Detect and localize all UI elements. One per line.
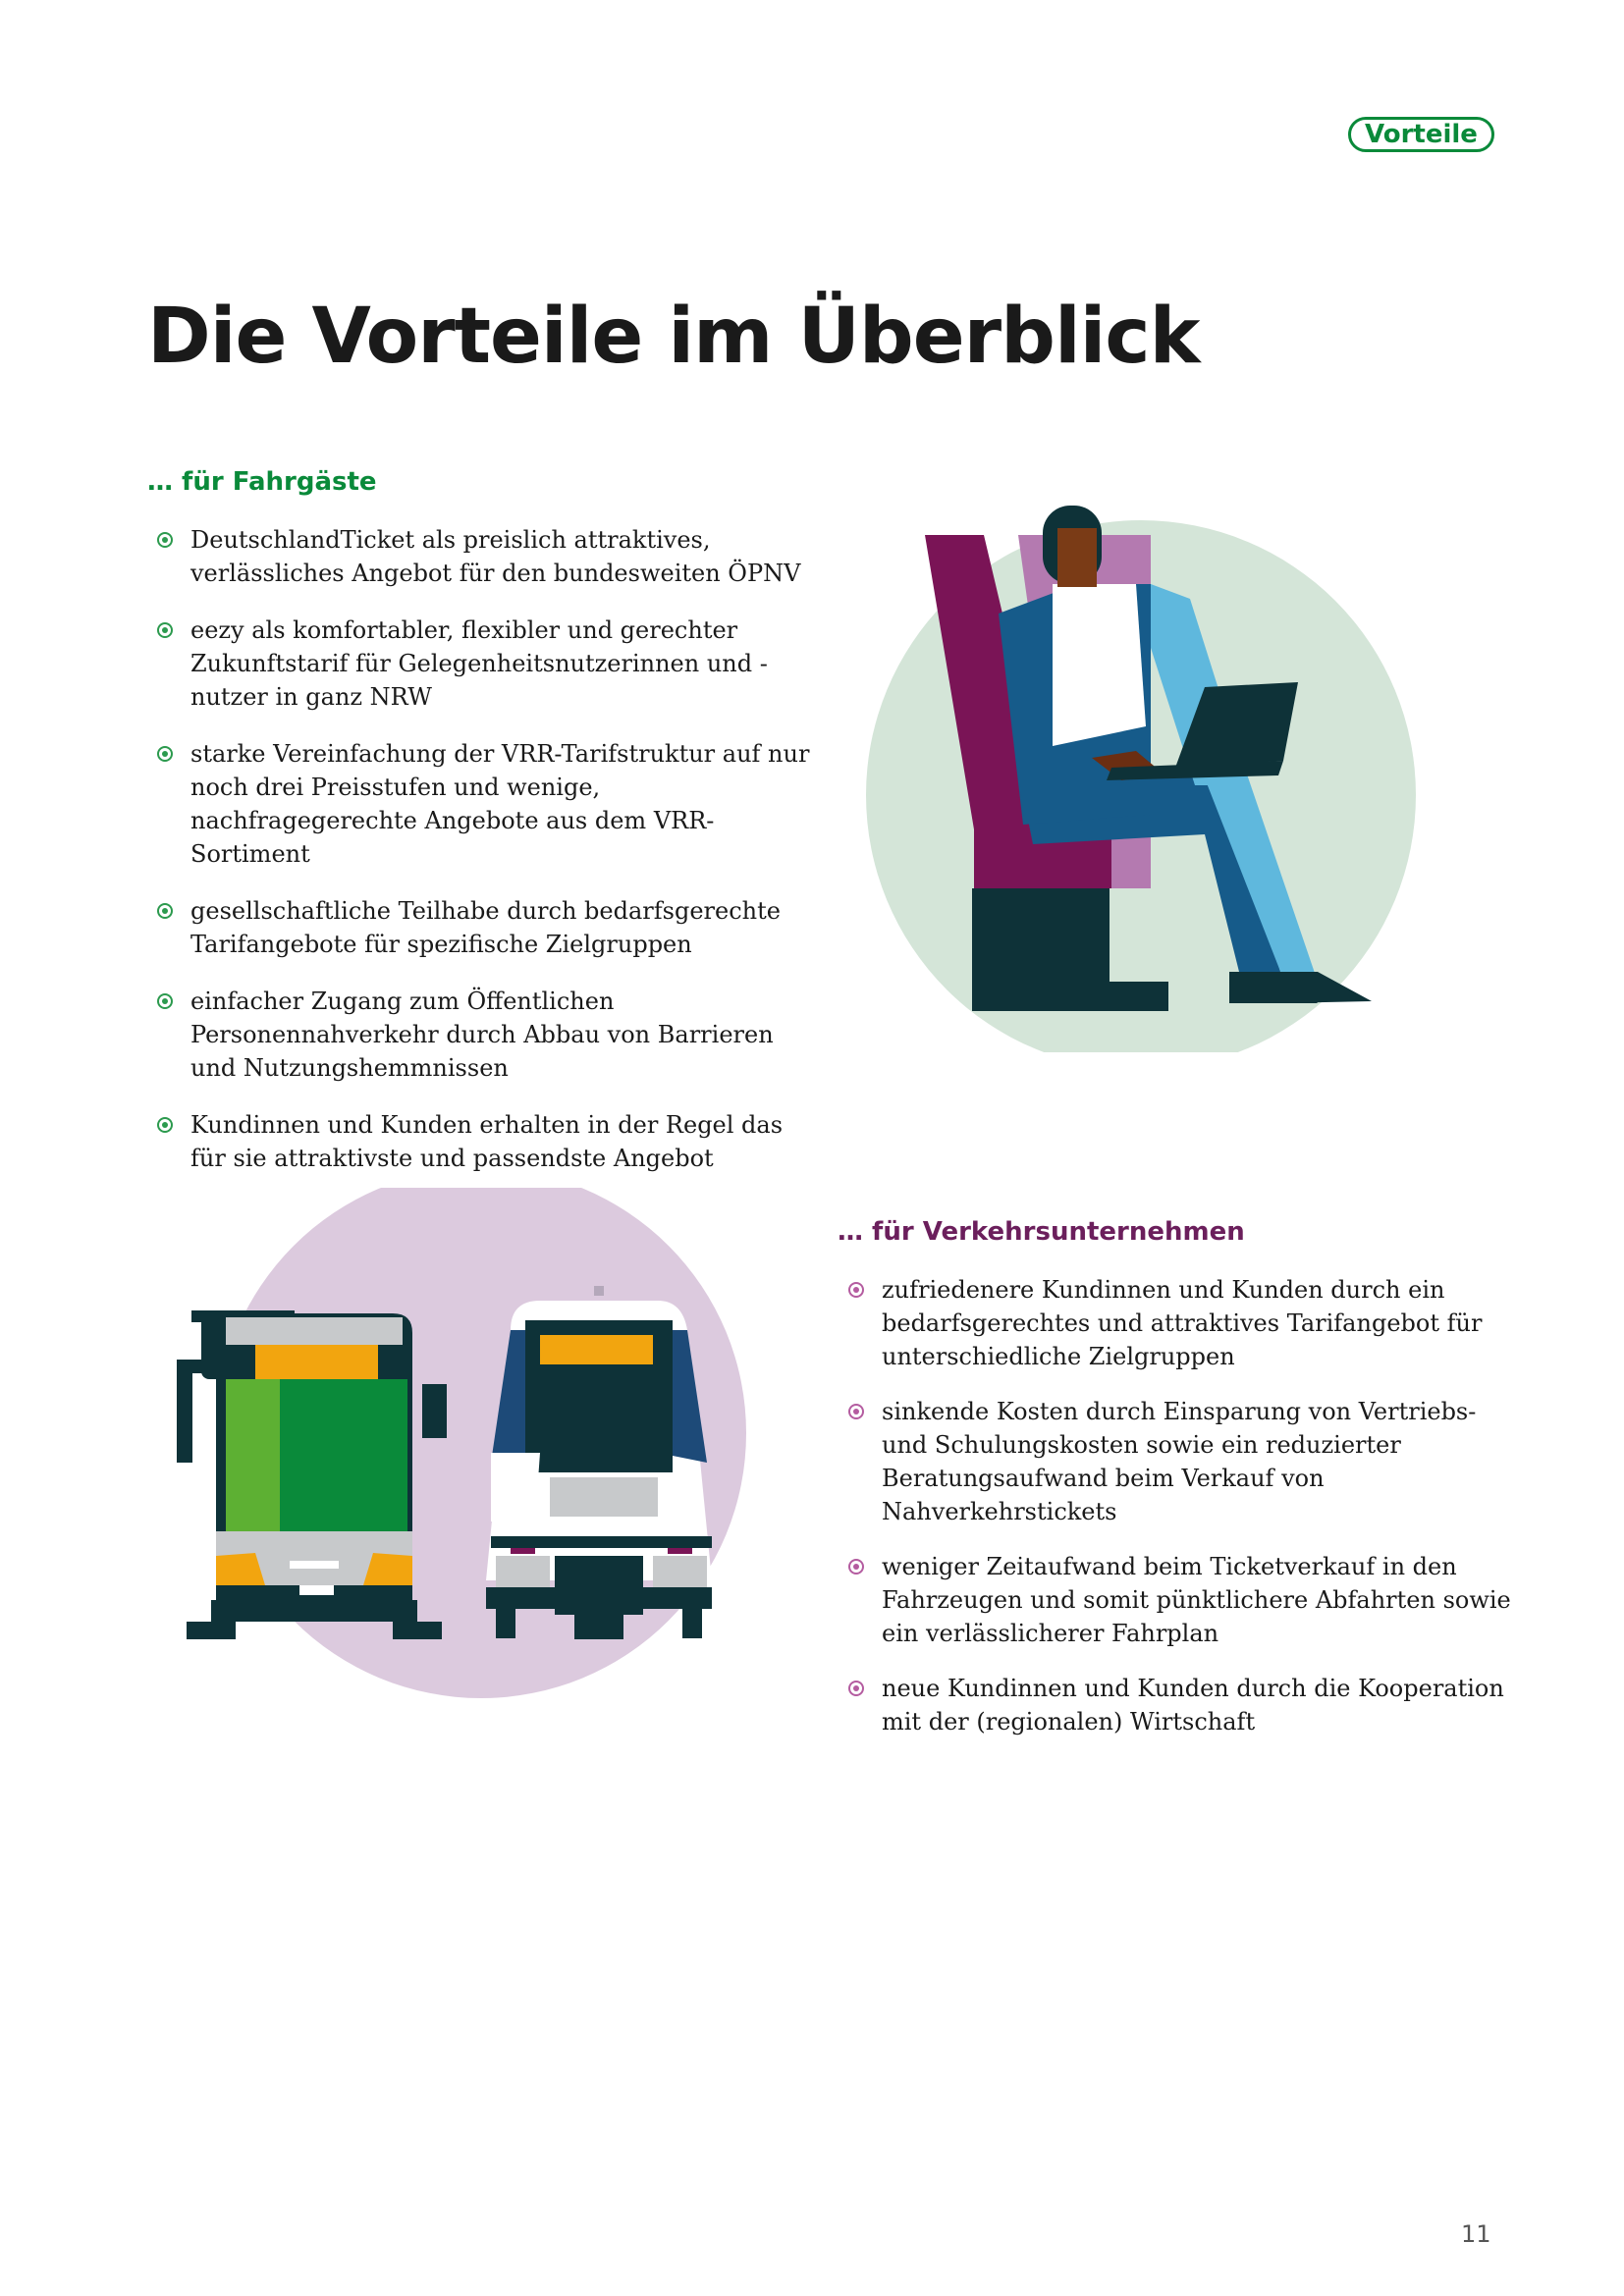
companies-heading: … für Verkehrsunternehmen [838, 1217, 1245, 1247]
page-number: 11 [1461, 2220, 1491, 2248]
companies-list [848, 1273, 1516, 1760]
list-item: DeutschlandTicket als preislich attraktives, verlässliches Angebot für den bundesweiten ÖPNV [157, 523, 825, 590]
bullet-icon [157, 993, 173, 1009]
bus-icon [177, 1310, 447, 1639]
list-item: zufriedenere Kundinnen und Kunden durch ein bedarfsgerechtes und attraktives Tarifangebot für unterschiedliche Zielgruppen [848, 1273, 1516, 1373]
bus-and-tram-illustration [157, 1188, 746, 1718]
bullet-icon [848, 1282, 864, 1298]
tram-icon [486, 1286, 712, 1639]
list-item: weniger Zeitaufwand beim Ticketverkauf in den Fahrzeugen und somit pünktlichere Abfahrten sowie ein verlässlicherer Fahrplan [848, 1550, 1516, 1650]
section-tag: Vorteile [1348, 117, 1494, 152]
list-item: sinkende Kosten durch Einsparung von Vertriebs- und Schulungskosten sowie ein reduzierter Beratungsaufwand beim Verkauf von Nahverkehrstickets [848, 1395, 1516, 1528]
passengers-list [157, 523, 825, 1199]
bullet-icon [157, 1117, 173, 1133]
list-item: starke Vereinfachung der VRR-Tarifstruktur auf nur noch drei Preisstufen und wenige, nachfragegerechte Angebote aus dem VRR-Sortiment [157, 737, 825, 871]
bullet-icon [157, 746, 173, 762]
bullet-icon [157, 532, 173, 548]
list-item: eezy als komfortabler, flexibler und gerechter Zukunftstarif für Gelegenheitsnutzerinnen und -nutzer in ganz NRW [157, 614, 825, 714]
list-item: Kundinnen und Kunden erhalten in der Regel das für sie attraktivste und passendste Angebot [157, 1108, 825, 1175]
bullet-icon [848, 1559, 864, 1575]
bullet-icon [157, 903, 173, 919]
bullet-icon [157, 622, 173, 638]
bullet-icon [848, 1681, 864, 1696]
page-title: Die Vorteile im Überblick [147, 293, 1200, 381]
bullet-icon [848, 1404, 864, 1419]
list-item: einfacher Zugang zum Öffentlichen Personennahverkehr durch Abbau von Barrieren und Nutzungshemmnissen [157, 985, 825, 1085]
list-item: gesellschaftliche Teilhabe durch bedarfsgerechte Tarifangebote für spezifische Zielgruppen [157, 894, 825, 961]
passenger-laptop-illustration [856, 501, 1418, 1052]
list-item: neue Kundinnen und Kunden durch die Kooperation mit der (regionalen) Wirtschaft [848, 1672, 1516, 1738]
passengers-heading: … für Fahrgäste [147, 467, 377, 497]
